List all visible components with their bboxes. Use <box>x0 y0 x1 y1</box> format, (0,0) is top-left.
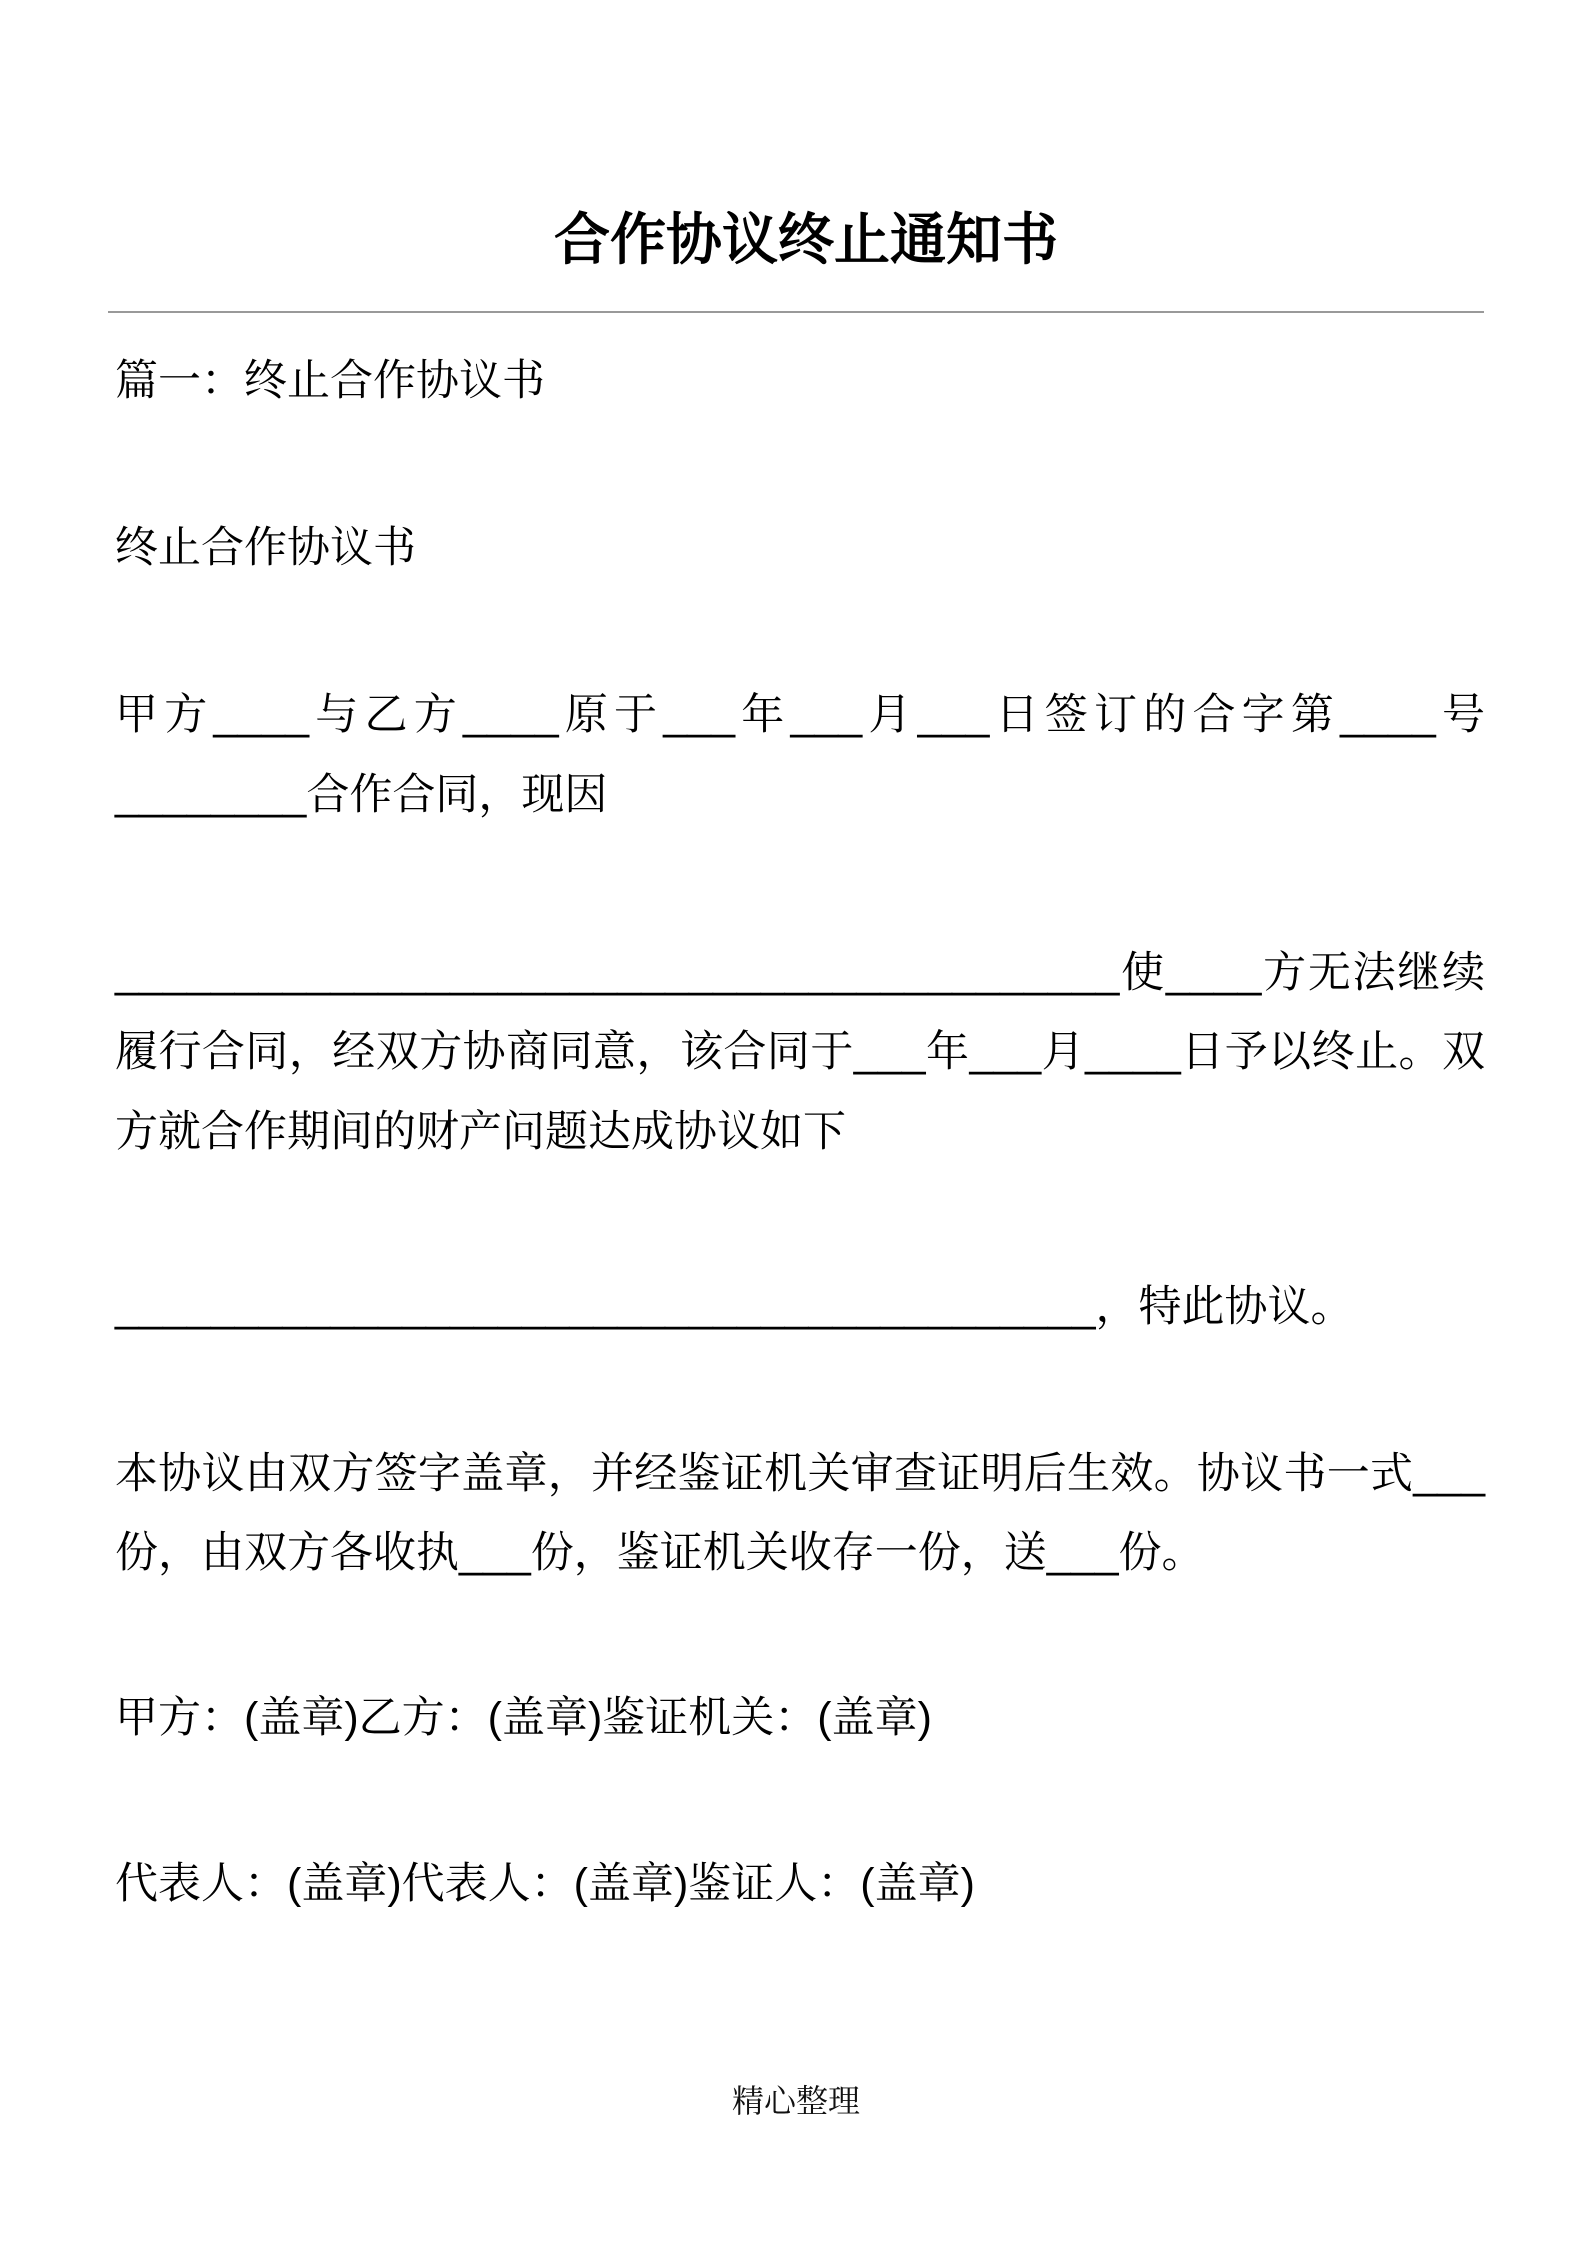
paragraph-line: __________________________________________使____方无法继续 <box>115 949 1485 997</box>
paragraph-line: 本协议由双方签字盖章，并经鉴证机关审查证明后生效。协议书一式___ <box>115 1450 1485 1498</box>
page-footer: 精心整理 <box>731 2083 860 2119</box>
section-heading: 篇一：终止合作协议书 <box>115 357 545 405</box>
paragraph-line: 方就合作期间的财产问题达成协议如下 <box>115 1108 846 1156</box>
title-divider <box>108 311 1484 313</box>
agreement-heading: 终止合作协议书 <box>115 524 416 572</box>
paragraph-line: 履行合同，经双方协商同意，该合同于___年___月____日予以终止。双 <box>115 1028 1485 1076</box>
document-title: 合作协议终止通知书 <box>554 208 1058 271</box>
paragraph-line: 甲方____与乙方____原于___年___月___日签订的合字第____号 <box>115 691 1485 739</box>
paragraph-line: 份，由双方各收执___份，鉴证机关收存一份，送___份。 <box>115 1529 1205 1577</box>
paragraph-line: ________合作合同，现因 <box>115 771 608 819</box>
paragraph-line: _________________________________________，特此协议。 <box>115 1283 1354 1331</box>
signature-line-representatives: 代表人：(盖章)代表人：(盖章)鉴证人：(盖章) <box>115 1860 975 1908</box>
signature-line-parties: 甲方：(盖章)乙方：(盖章)鉴证机关：(盖章) <box>115 1694 932 1742</box>
